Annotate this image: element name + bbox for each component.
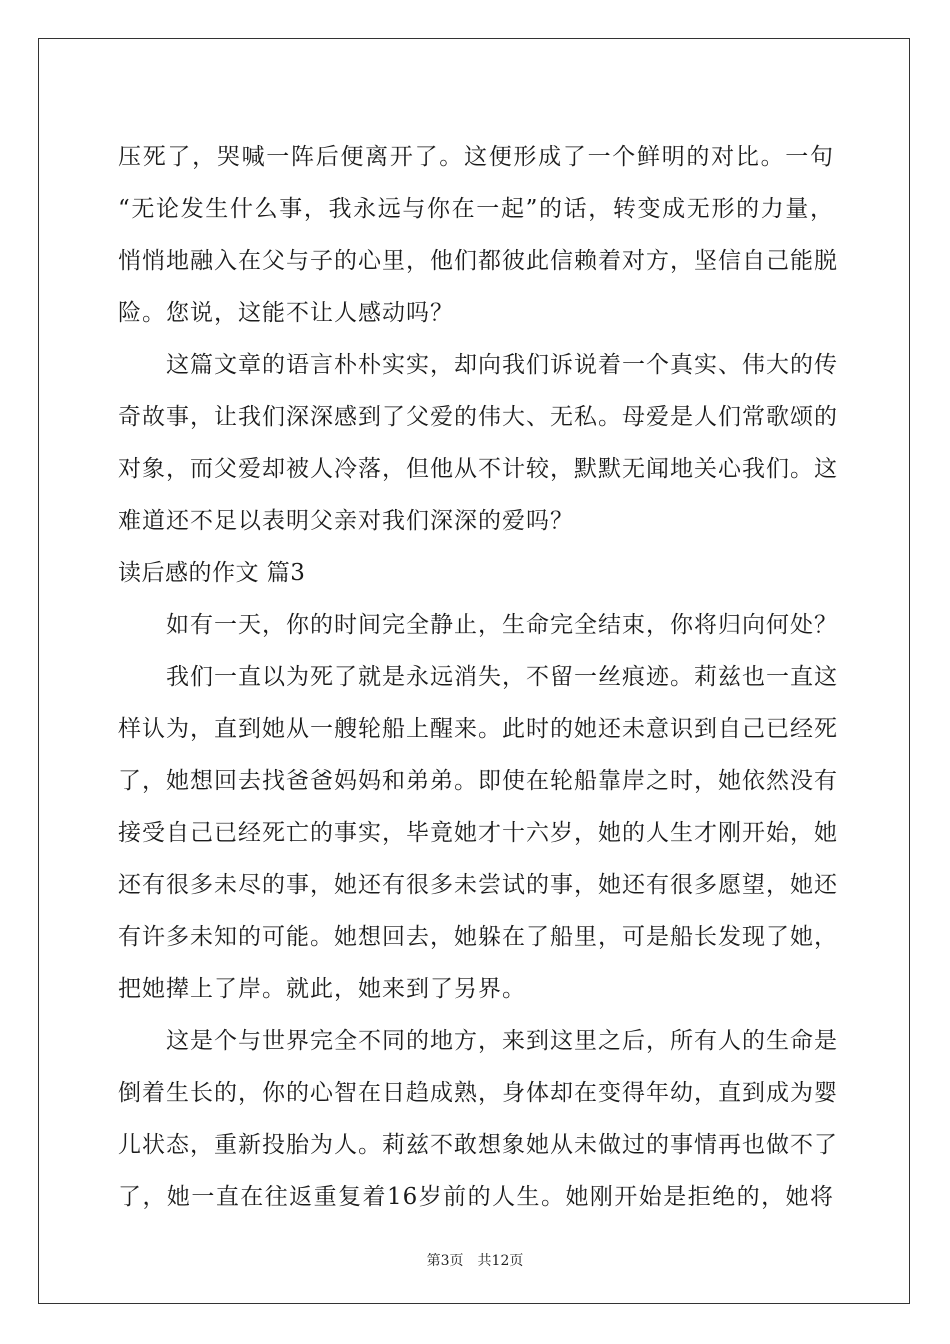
text-line-13: 了，她想回去找爸爸妈妈和弟弟。即使在轮船靠岸之时，她依然没有 <box>118 768 838 794</box>
text-line-2: “无论发生什么事，我永远与你在一起”的话，转变成无形的力量， <box>118 196 834 222</box>
text-line-8: 难道还不足以表明父亲对我们深深的爱吗？ <box>118 508 574 534</box>
text-line-6: 奇故事，让我们深深感到了父爱的伟大、无私。母爱是人们常歌颂的 <box>118 404 838 430</box>
text-line-4: 险。您说，这能不让人感动吗？ <box>118 300 454 326</box>
document-body <box>118 131 838 1223</box>
text-line-3: 悄悄地融入在父与子的心里，他们都彼此信赖着对方，坚信自己能脱 <box>118 248 838 274</box>
text-line-17: 把她撵上了岸。就此，她来到了另界。 <box>118 976 526 1002</box>
text-line-7: 对象，而父爱却被人冷落，但他从不计较，默默无闻地关心我们。这 <box>118 456 838 482</box>
text-line-15: 还有很多未尽的事，她还有很多未尝试的事，她还有很多愿望，她还 <box>118 872 838 898</box>
text-line-11: 我们一直以为死了就是永远消失，不留一丝痕迹。莉兹也一直这 <box>166 664 838 690</box>
text-line-16: 有许多未知的可能。她想回去，她躲在了船里，可是船长发现了她， <box>118 924 838 950</box>
text-line-19: 倒着生长的，你的心智在日趋成熟，身体却在变得年幼，直到成为婴 <box>118 1080 838 1106</box>
text-line-14: 接受自己已经死亡的事实，毕竟她才十六岁，她的人生才刚开始，她 <box>118 820 838 846</box>
page-number-footer: 第3页 共12页 <box>426 1253 524 1269</box>
text-line-21: 了，她一直在往返重复着16岁前的人生。她刚开始是拒绝的，她将 <box>118 1184 834 1210</box>
section-heading: 读后感的作文 篇3 <box>118 560 306 586</box>
text-line-18: 这是个与世界完全不同的地方，来到这里之后，所有人的生命是 <box>166 1028 838 1054</box>
text-line-20: 儿状态，重新投胎为人。莉兹不敢想象她从未做过的事情再也做不了 <box>118 1132 838 1158</box>
text-line-1: 压死了，哭喊一阵后便离开了。这便形成了一个鲜明的对比。一句 <box>118 144 834 170</box>
text-line-10: 如有一天，你的时间完全静止，生命完全结束，你将归向何处？ <box>166 612 838 638</box>
text-line-5: 这篇文章的语言朴朴实实，却向我们诉说着一个真实、伟大的传 <box>166 352 838 378</box>
text-line-12: 样认为，直到她从一艘轮船上醒来。此时的她还未意识到自己已经死 <box>118 716 838 742</box>
